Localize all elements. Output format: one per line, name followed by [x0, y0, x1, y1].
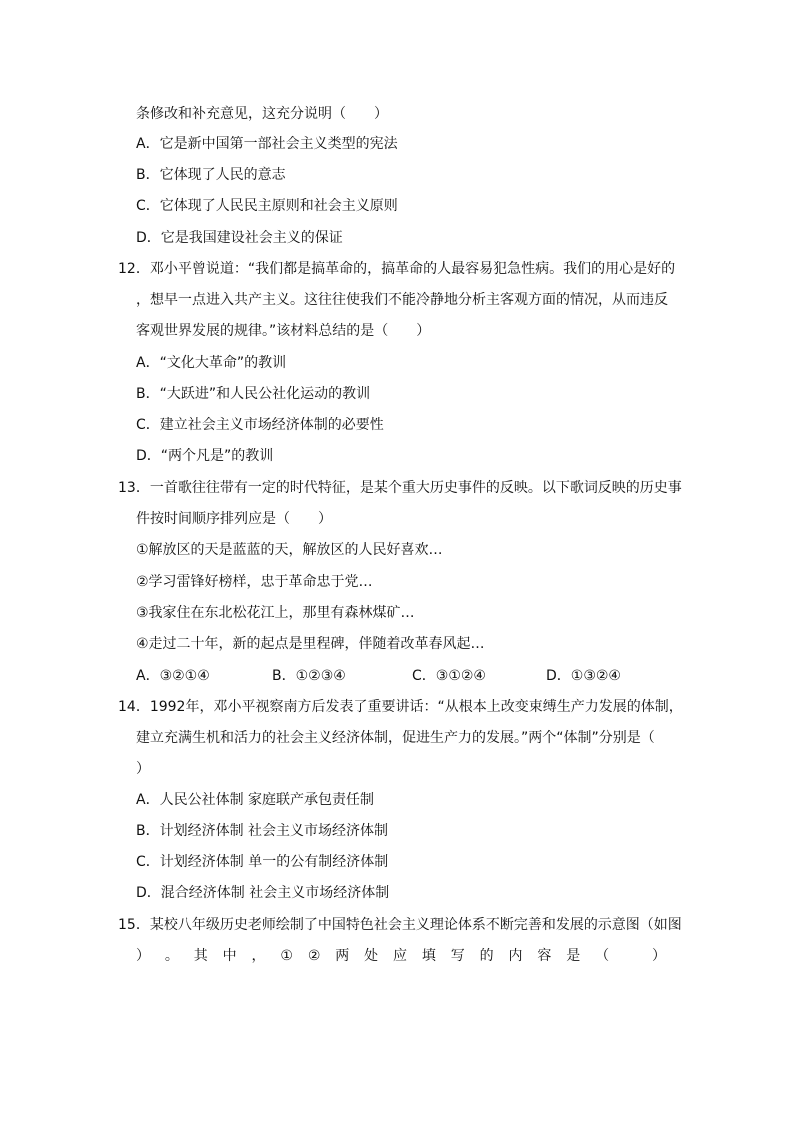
- q15-char: ①: [280, 948, 293, 964]
- q14-option-c[interactable]: C．计划经济体制 单一的公有制经济体制: [136, 854, 389, 870]
- q12-option-a[interactable]: A．“文化大革命”的教训: [136, 355, 287, 371]
- q15-char: 两: [335, 948, 350, 964]
- q15-char: （: [595, 948, 638, 964]
- q15-char: 内: [508, 948, 523, 964]
- q14-option-a[interactable]: A．人民公社体制 家庭联产承包责任制: [136, 792, 375, 808]
- q15-char: 填: [421, 948, 436, 964]
- q15-char: 应: [393, 948, 407, 964]
- q15-char: 处: [364, 948, 379, 964]
- q13-lyric-3: ③我家住在东北松花江上，那里有森林煤矿…: [136, 605, 415, 621]
- q15-char: ②: [307, 948, 321, 964]
- q11-option-c[interactable]: C．它体现了人民民主原则和社会主义原则: [136, 198, 398, 214]
- q13-option-b[interactable]: B．①②③④: [272, 668, 346, 684]
- q12-stem-line1: 12．邓小平曾说道：“我们都是搞革命的，搞革命的人最容易犯急性病。我们的用心是好的: [118, 261, 676, 277]
- q11-option-d[interactable]: D．它是我国建设社会主义的保证: [136, 230, 343, 246]
- q12-option-b[interactable]: B．“大跃进”和人民公社化运动的教训: [136, 386, 371, 402]
- q13-option-a[interactable]: A．③②①④: [136, 668, 210, 684]
- q13-lyric-1: ①解放区的天是蓝蓝的天，解放区的人民好喜欢…: [136, 542, 443, 558]
- q14-option-d[interactable]: D．混合经济体制 社会主义市场经济体制: [136, 885, 390, 901]
- q15-char: 是: [566, 948, 581, 964]
- q13-options-row: [136, 666, 656, 686]
- q11-stem-cont: 条修改和补充意见，这充分说明（ ）: [136, 106, 388, 122]
- q13-lyric-2: ②学习雷锋好榜样，忠于革命忠于党…: [136, 574, 373, 590]
- q15-char: 其: [193, 948, 208, 964]
- q12-option-d[interactable]: D．“两个凡是”的教训: [136, 448, 274, 464]
- q15-stem-line1: 15．某校八年级历史老师绘制了中国特色社会主义理论体系不断完善和发展的示意图（如图: [118, 917, 682, 933]
- q15-char: ）: [136, 948, 150, 964]
- q14-option-b[interactable]: B．计划经济体制 社会主义市场经济体制: [136, 823, 389, 839]
- q13-stem-line2: 件按时间顺序排列应是（ ）: [136, 511, 332, 527]
- q15-char: 中: [222, 948, 237, 964]
- q15-char: 的: [479, 948, 494, 964]
- q15-char: ，: [251, 948, 266, 964]
- q13-lyric-4: ④走过二十年，新的起点是里程碑，伴随着改革春风起…: [136, 636, 485, 652]
- q15-char: ）: [652, 948, 666, 964]
- q11-option-b[interactable]: B．它体现了人民的意志: [136, 167, 286, 183]
- q12-option-c[interactable]: C．建立社会主义市场经济体制的必要性: [136, 417, 384, 433]
- q13-option-d[interactable]: D．①③②④: [546, 668, 621, 684]
- q14-stem-line3: ）: [136, 761, 150, 777]
- q13-stem-line1: 13．一首歌往往带有一定的时代特征，是某个重大历史事件的反映。以下歌词反映的历史事: [118, 480, 682, 496]
- q14-stem-line1: 14．1992年，邓小平视察南方后发表了重要讲话：“从根本上改变束缚生产力发展的体制，: [118, 699, 683, 715]
- q15-char: 。: [164, 948, 179, 964]
- q12-stem-line3: 客观世界发展的规律。”该材料总结的是（ ）: [136, 323, 431, 339]
- q15-char: 容: [537, 948, 552, 964]
- q14-stem-line2: 建立充满生机和活力的社会主义经济体制，促进生产力的发展。”两个“体制”分别是（: [136, 730, 655, 746]
- q11-option-a[interactable]: A．它是新中国第一部社会主义类型的宪法: [136, 136, 398, 152]
- q12-stem-line2: ，想早一点进入共产主义。这往往使我们不能冷静地分析主客观方面的情况，从而违反: [136, 292, 668, 308]
- q15-char: 写: [450, 948, 465, 964]
- q15-stem-line2: [136, 946, 666, 966]
- q13-option-c[interactable]: C．③①②④: [412, 668, 486, 684]
